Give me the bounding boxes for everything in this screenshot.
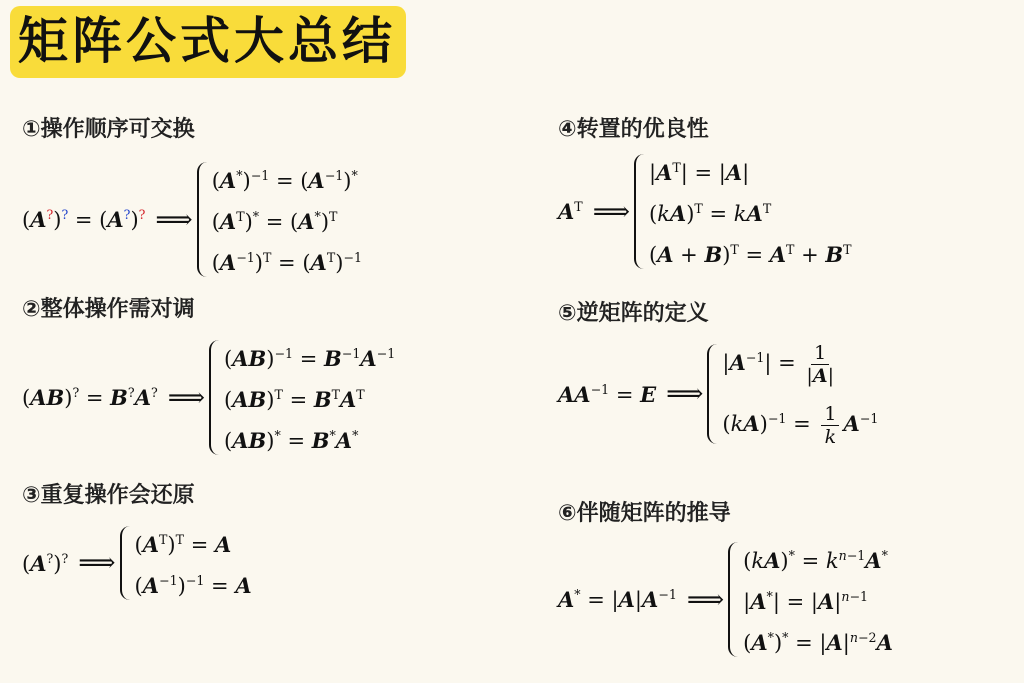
formula-3-line-2: $(A^{-1})^{-1} = A$ bbox=[134, 573, 252, 598]
brace bbox=[707, 344, 718, 444]
brace bbox=[728, 542, 739, 657]
formula-2-line-2: $(AB)^T = B^TA^T$ bbox=[224, 387, 365, 412]
formula-1-line-2: $(A^T)^* = (A^*)^T$ bbox=[211, 209, 338, 234]
implies-arrow: ⟹ bbox=[666, 379, 704, 409]
section-6-heading: ⑥伴随矩阵的推导 bbox=[558, 501, 731, 526]
formula-3-lhs: (A?)? bbox=[22, 550, 69, 576]
section-5-heading: ⑤逆矩阵的定义 bbox=[558, 301, 709, 326]
formula-6-line-1: $(kA)^* = k^{n-1}A^*$ bbox=[743, 548, 888, 573]
formula-1 bbox=[22, 158, 362, 281]
formula-5-line-1: $|A^{-1}|$ = $\frac{1}{|A|}$ bbox=[722, 342, 834, 387]
page-title: 矩阵公式大总结 bbox=[18, 12, 396, 70]
formula-6-lhs: $A^* = |A|A^{-1}$ bbox=[558, 587, 677, 612]
formula-4-line-3: $(A + B)^T = A^T + B^T$ bbox=[648, 242, 852, 267]
formula-5-lhs: $AA^{-1} = E$ bbox=[558, 381, 657, 407]
formula-1-lhs: (A?)? = (A?)? bbox=[22, 207, 146, 232]
brace bbox=[197, 162, 208, 277]
implies-arrow: ⟹ bbox=[167, 382, 206, 413]
formula-1-line-3: $(A^{-1})^T = (A^T)^{-1}$ bbox=[211, 250, 362, 275]
formula-2-line-3: (AB)* = B*A* bbox=[224, 428, 359, 453]
implies-arrow: ⟹ bbox=[592, 196, 630, 227]
section-4-heading: ④转置的优良性 bbox=[558, 117, 709, 142]
implies-arrow: ⟹ bbox=[78, 548, 116, 578]
formula-4-line-1: $|A^T| = |A|$ bbox=[648, 160, 750, 185]
formula-3 bbox=[22, 522, 252, 604]
formula-6-line-3: $(A^*)^* = |A|^{n-2}A$ bbox=[743, 630, 893, 655]
formula-4-lhs: $A^T$ bbox=[558, 199, 583, 224]
title-highlight bbox=[10, 6, 406, 78]
formula-6 bbox=[558, 538, 893, 661]
formula-5 bbox=[558, 340, 878, 448]
brace bbox=[209, 340, 220, 455]
formula-4 bbox=[558, 150, 852, 273]
section-1-heading: ①操作顺序可交换 bbox=[22, 117, 195, 142]
formula-6-line-2: $|A^*| = |A|^{n-1}$ bbox=[743, 589, 869, 614]
formula-2-lhs: (AB)? = B?A? bbox=[22, 385, 158, 410]
formula-5-line-2: (kA)$^{-1}$ = $\frac{1}{k}$ $A^{-1}$ bbox=[722, 403, 879, 448]
formula-2 bbox=[22, 336, 395, 459]
section-2-heading: ②整体操作需对调 bbox=[22, 297, 195, 322]
formula-2-line-1: $(AB)^{-1} = B^{-1}A^{-1}$ bbox=[224, 346, 396, 371]
brace bbox=[120, 526, 131, 600]
formula-4-line-2: $(kA)^T = kA^T$ bbox=[648, 201, 772, 226]
formula-3-line-1: $(A^T)^T = A$ bbox=[134, 532, 232, 557]
brace bbox=[634, 154, 645, 269]
formula-1-line-1: $(A^*)^{-1} = (A^{-1})^*$ bbox=[211, 168, 358, 193]
section-3-heading: ③重复操作会还原 bbox=[22, 483, 195, 508]
implies-arrow: ⟹ bbox=[686, 584, 725, 615]
implies-arrow: ⟹ bbox=[155, 204, 193, 235]
